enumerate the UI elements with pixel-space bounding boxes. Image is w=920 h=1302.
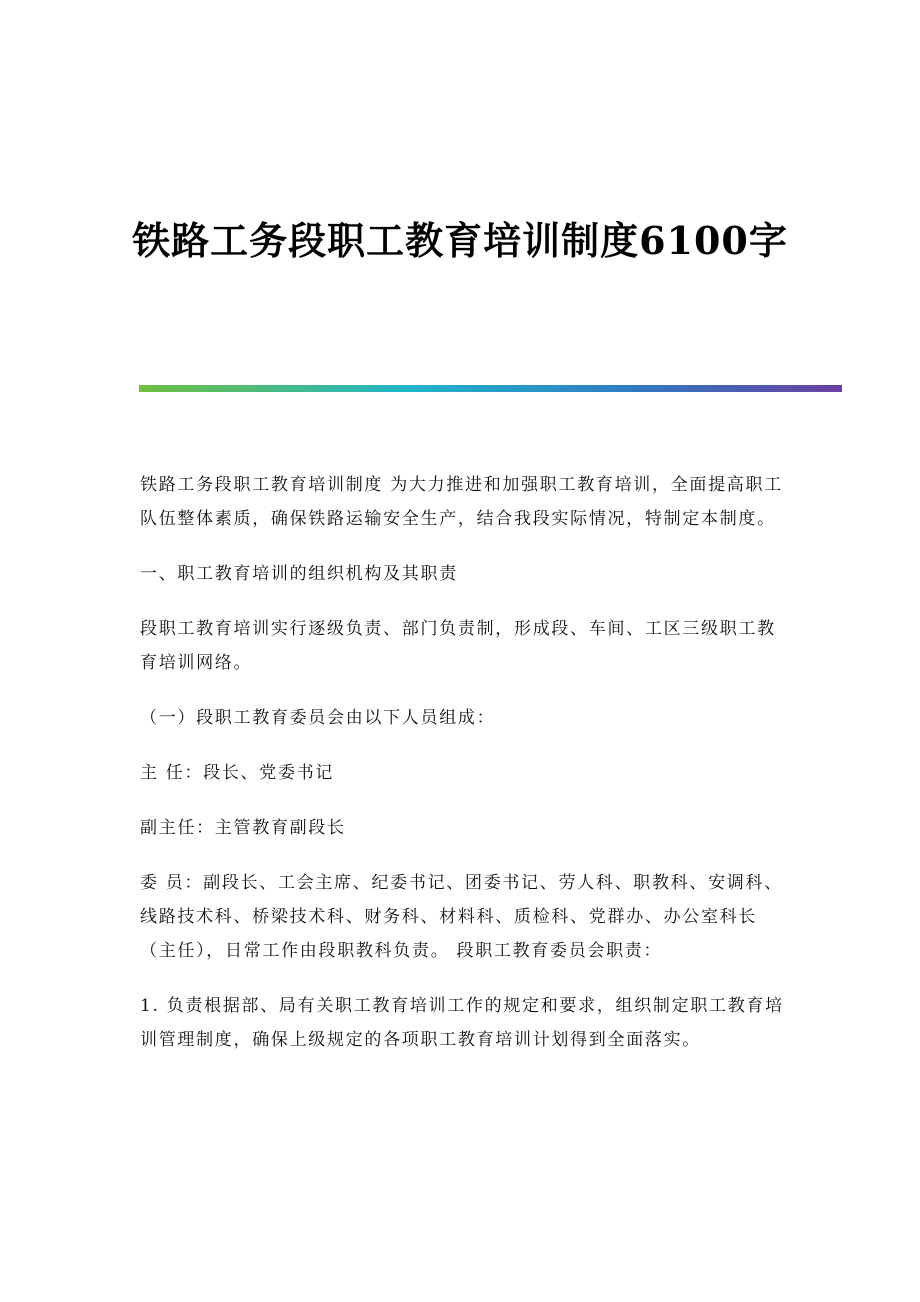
- list-item: 1. 负责根据部、局有关职工教育培训工作的规定和要求，组织制定职工教育培训管理制度，确保上级规定的各项职工教育培训计划得到全面落实。: [140, 996, 784, 1050]
- section-heading: 一、职工教育培训的组织机构及其职责: [140, 564, 458, 584]
- document-title: 铁路工务段职工教育培训制度6100字: [132, 218, 788, 263]
- paragraph: 主 任：段长、党委书记: [140, 763, 335, 783]
- paragraph: 副主任：主管教育副段长: [140, 818, 346, 838]
- paragraph-intro: 铁路工务段职工教育培训制度 为大力推进和加强职工教育培训，全面提高职工队伍整体素质，确保铁路运输安全生产，结合我段实际情况，特制定本制度。: [140, 475, 783, 529]
- paragraph: 委 员：副段长、工会主席、纪委书记、团委书记、劳人科、职教科、安调科、线路技术科、桥梁技术科、财务科、材料科、质检科、党群办、办公室科长（主任），日常工作由段职教科负责。 段职工教育委员会职责：: [140, 873, 783, 961]
- paragraph: 段职工教育培训实行逐级负责、部门负责制，形成段、车间、工区三级职工教育培训网络。: [140, 619, 776, 673]
- subsection-heading: （一）段职工教育委员会由以下人员组成：: [140, 708, 496, 728]
- title-divider: [139, 385, 842, 392]
- document-body: [140, 468, 790, 1078]
